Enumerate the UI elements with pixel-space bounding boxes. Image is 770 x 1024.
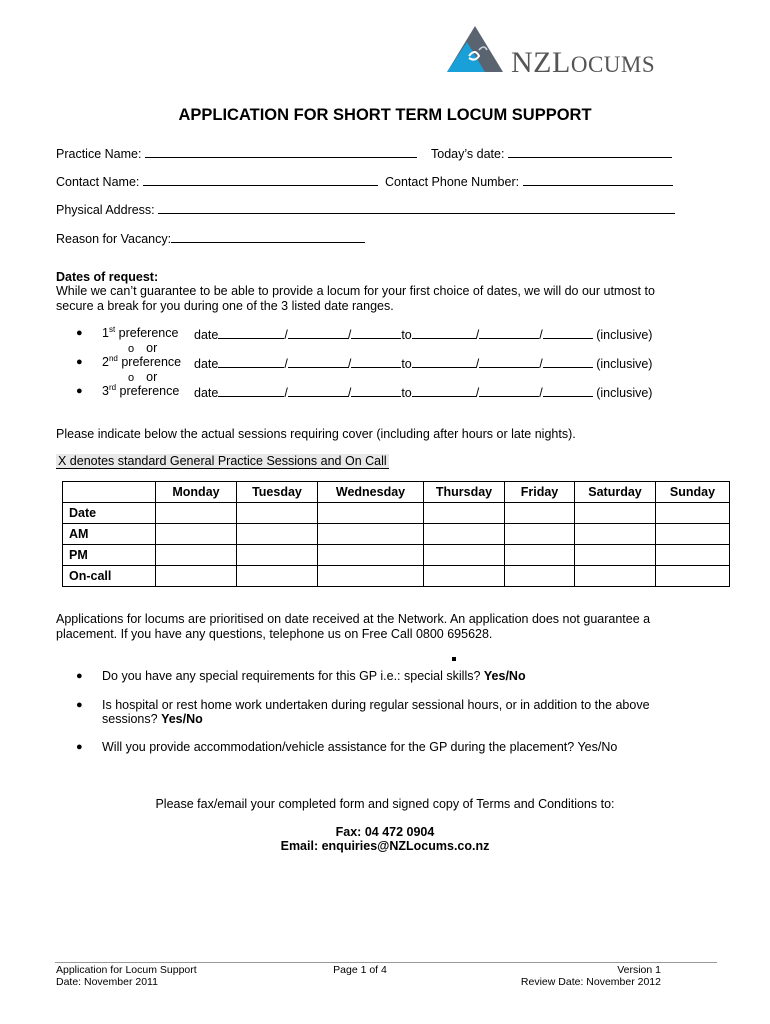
small-square-icon <box>452 657 456 661</box>
col-friday: Friday <box>505 482 575 503</box>
col-thursday: Thursday <box>424 482 505 503</box>
contact-phone-field[interactable]: Contact Phone Number: <box>385 172 673 189</box>
submit-instructions: Please fax/email your completed form and signed copy of Terms and Conditions to: <box>155 797 615 811</box>
sessions-table <box>62 481 730 587</box>
practice-name-field[interactable]: Practice Name: <box>56 144 417 161</box>
col-monday: Monday <box>156 482 237 503</box>
or-separator-2: o or <box>128 370 158 384</box>
col-wednesday: Wednesday <box>318 482 424 503</box>
sessions-intro: Please indicate below the actual sessions requiring cover (including after hours or late nights). <box>56 427 576 441</box>
table-row <box>63 524 730 545</box>
col-tuesday: Tuesday <box>237 482 318 503</box>
page-title: APPLICATION FOR SHORT TERM LOCUM SUPPORT <box>178 106 592 124</box>
dates-text: While we can’t guarantee to be able to provide a locum for your first choice of dates, we will do our utmost to secure a break for you during one of the 3 listed date ranges. <box>56 284 655 313</box>
col-saturday: Saturday <box>575 482 656 503</box>
bullet-icon: ● <box>76 356 83 368</box>
table-row <box>63 503 730 524</box>
reason-field[interactable]: Reason for Vacancy: <box>56 229 365 246</box>
sessions-note: X denotes standard General Practice Sessions and On Call <box>58 454 387 468</box>
dates-heading: Dates of request: <box>56 270 159 284</box>
pref1-date-range[interactable]: date / / to / / (inclusive) <box>194 328 653 342</box>
pref3-date-range[interactable]: date / / to / / (inclusive) <box>194 386 653 400</box>
pref2-label: 2nd preference <box>102 353 182 369</box>
pref2-date-range[interactable]: date / / to / / (inclusive) <box>194 357 653 371</box>
email-address[interactable]: Email: enquiries@NZLocums.co.nz <box>280 839 490 853</box>
question-accommodation: Will you provide accommodation/vehicle assistance for the GP during the placement? Yes/No <box>102 740 618 754</box>
circle-bullet-icon: o <box>128 343 135 355</box>
row-label-oncall: On-call <box>63 566 156 587</box>
bullet-icon: ● <box>76 741 83 753</box>
row-label-date: Date <box>63 503 156 524</box>
bullet-icon: ● <box>76 385 83 397</box>
footer-right: Version 1 Review Date: November 2012 <box>520 964 661 988</box>
nzlocums-logo <box>445 24 715 80</box>
row-label-pm: PM <box>63 545 156 566</box>
question-special-requirements: Do you have any special requirements for this GP i.e.: special skills? Yes/No <box>102 669 526 683</box>
brand-name: NZLOCUMS <box>511 46 656 79</box>
table-row <box>63 545 730 566</box>
bullet-icon: ● <box>76 699 83 711</box>
yes-no-choice[interactable]: Yes/No <box>483 669 526 683</box>
table-header-row <box>63 482 730 503</box>
physical-address-field[interactable]: Physical Address: <box>56 200 675 217</box>
todays-date-field[interactable]: Today’s date: <box>431 144 672 161</box>
row-label-am: AM <box>63 524 156 545</box>
fax-number: Fax: 04 472 0904 <box>335 825 435 839</box>
applications-text: Applications for locums are prioritised on date received at the Network. An application does not guarantee a placement. If you have any questions, telephone us on Free Call 0800 695628. <box>56 612 651 641</box>
yes-no-choice[interactable]: Yes/No <box>161 712 203 726</box>
logo-triangle-icon <box>445 24 505 74</box>
pref3-label: 3rd preference <box>102 382 180 398</box>
page-number: Page 1 of 4 <box>333 964 387 976</box>
question-hospital-work: Is hospital or rest home work undertaken during regular sessional hours, or in addition to the above sessions? Yes/No <box>102 698 650 726</box>
col-sunday: Sunday <box>656 482 730 503</box>
footer-divider <box>55 962 717 963</box>
bullet-icon: ● <box>76 670 83 682</box>
table-row <box>63 566 730 587</box>
bullet-icon: ● <box>76 327 83 339</box>
pref1-label: 1st preference <box>102 324 179 340</box>
contact-name-field[interactable]: Contact Name: <box>56 172 378 189</box>
circle-bullet-icon: o <box>128 372 135 384</box>
or-separator-1: o or <box>128 341 158 355</box>
footer-left: Application for Locum Support Date: November 2011 <box>56 964 197 988</box>
